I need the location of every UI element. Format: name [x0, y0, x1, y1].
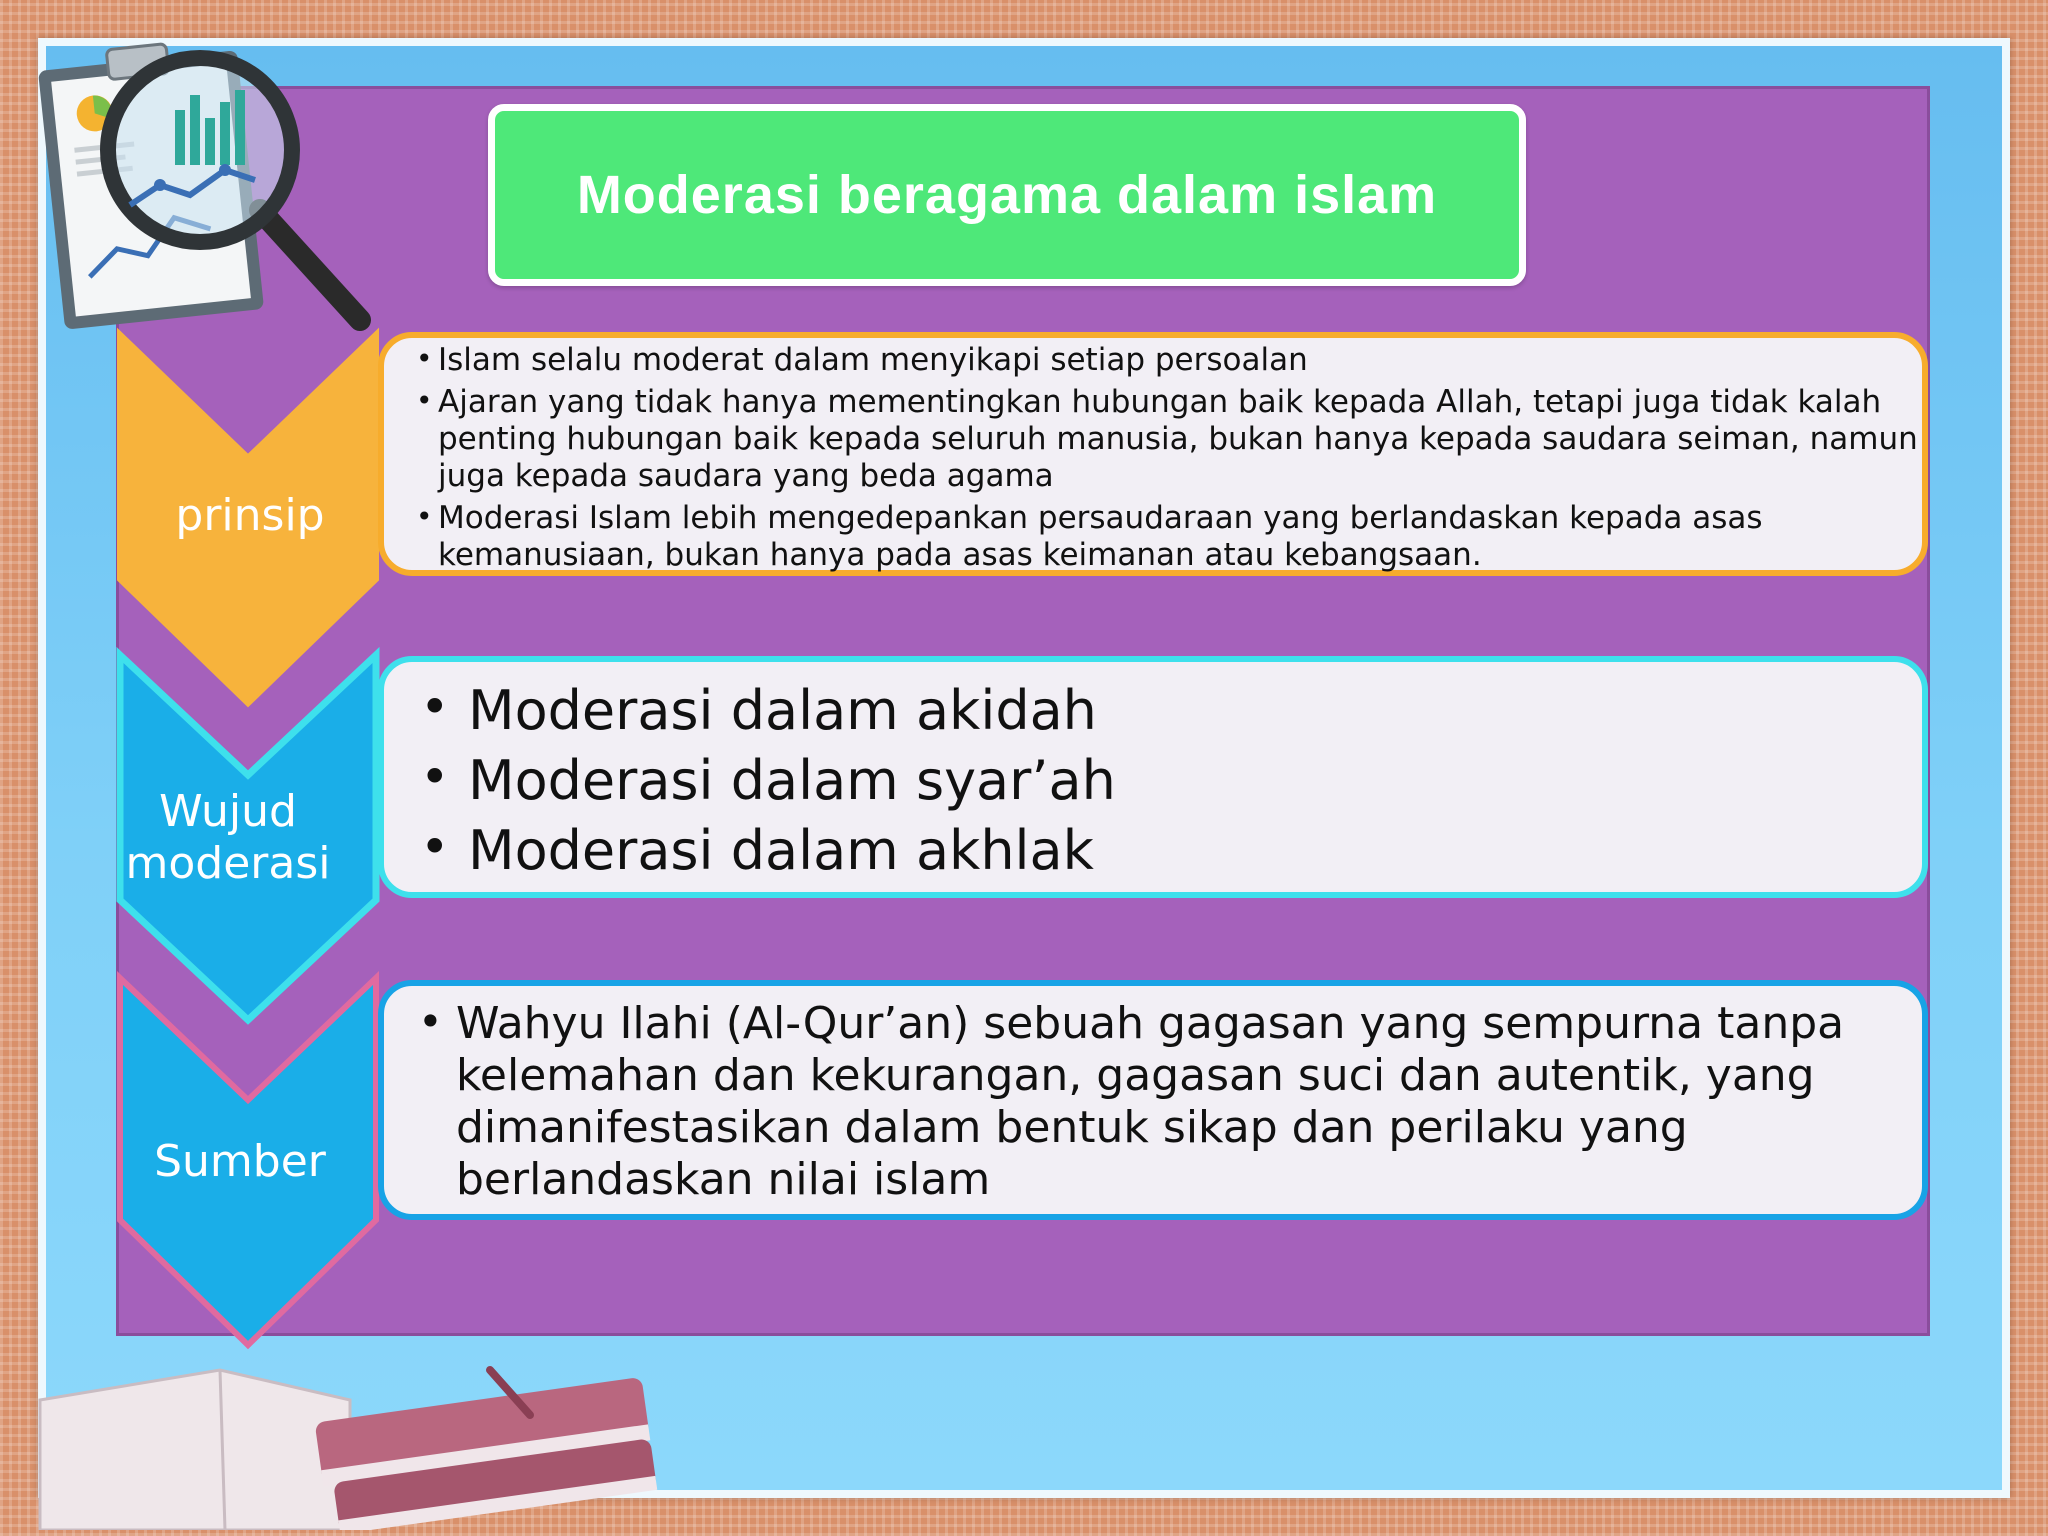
- title-box: [488, 104, 1526, 286]
- list-item: • Islam selalu moderat dalam menyikapi setiap persoalan: [416, 342, 1922, 379]
- prinsip-box: [378, 332, 1928, 576]
- list-item: • Moderasi dalam syar’ah: [416, 746, 1922, 816]
- prinsip-list: [416, 342, 1922, 574]
- list-item: • Moderasi dalam akidah: [416, 676, 1922, 746]
- section-label-wujud: Wujud moderasi: [125, 786, 331, 889]
- list-item: • Moderasi dalam akhlak: [416, 816, 1922, 886]
- clipboard-chart-icon: [30, 20, 390, 360]
- wujud-list: [416, 676, 1922, 886]
- slide-title: Moderasi beragama dalam islam: [576, 165, 1438, 225]
- sumber-list: [416, 998, 1862, 1206]
- wujud-box: [378, 656, 1928, 898]
- list-item: • Ajaran yang tidak hanya mementingkan hubungan baik kepada Allah, tetapi juga tidak kalah penting hubungan baik kepada seluruh manusia, bukan hanya kepada saudara seiman, namun juga kepada saudara yang beda agama: [416, 384, 1922, 495]
- sumber-box: [378, 980, 1928, 1220]
- list-item: • Moderasi Islam lebih mengedepankan persaudaraan yang berlandaskan kepada asas kemanusiaan, bukan hanya pada asas keimanan atau kebangsaan.: [416, 500, 1922, 574]
- section-label-prinsip: prinsip: [175, 490, 325, 541]
- section-label-sumber: Sumber: [154, 1136, 326, 1187]
- list-item: • Wahyu Ilahi (Al-Qur’an) sebuah gagasan yang sempurna tanpa kelemahan dan kekurangan, gagasan suci dan autentik, yang dimanifestasikan dalam bentuk sikap dan perilaku yang berlandaskan nilai islam: [416, 998, 1862, 1206]
- books-icon: [20, 1330, 720, 1530]
